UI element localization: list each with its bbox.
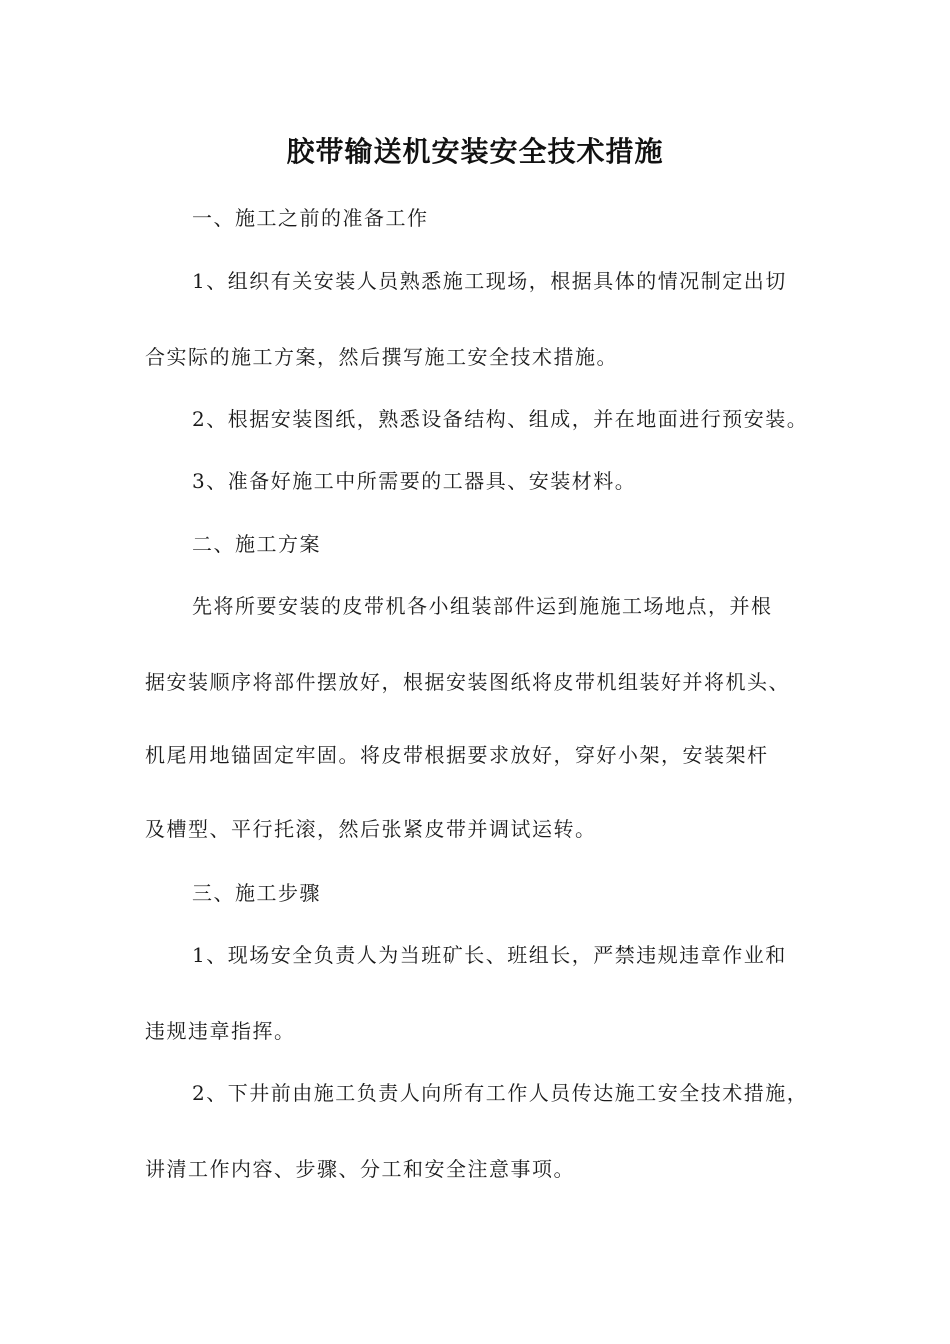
paragraph-line: 2、根据安装图纸，熟悉设备结构、组成，并在地面进行预安装。	[192, 407, 809, 431]
section-heading-plan: 二、施工方案	[192, 532, 321, 556]
paragraph-line: 先将所要安装的皮带机各小组装部件运到施施工场地点，并根	[192, 594, 773, 618]
paragraph-line: 及槽型、平行托滚，然后张紧皮带并调试运转。	[145, 817, 597, 841]
paragraph-line: 据安装顺序将部件摆放好，根据安装图纸将皮带机组装好并将机头、	[145, 670, 790, 694]
paragraph-line: 讲清工作内容、步骤、分工和安全注意事项。	[145, 1157, 575, 1181]
paragraph-line: 合实际的施工方案，然后撰写施工安全技术措施。	[145, 345, 618, 369]
paragraph-line: 机尾用地锚固定牢固。将皮带根据要求放好，穿好小架，安装架杆	[145, 743, 769, 767]
paragraph-line: 3、准备好施工中所需要的工器具、安装材料。	[192, 469, 637, 493]
paragraph-line: 违规违章指挥。	[145, 1019, 296, 1043]
document-title: 胶带输送机安装安全技术措施	[286, 135, 664, 168]
paragraph-line: 2、下井前由施工负责人向所有工作人员传达施工安全技术措施，	[192, 1081, 809, 1105]
section-heading-preparation: 一、施工之前的准备工作	[192, 206, 429, 230]
paragraph-line: 1、现场安全负责人为当班矿长、班组长，严禁违规违章作业和	[192, 943, 787, 967]
section-heading-steps: 三、施工步骤	[192, 881, 321, 905]
paragraph-line: 1、组织有关安装人员熟悉施工现场，根据具体的情况制定出切	[192, 269, 787, 293]
